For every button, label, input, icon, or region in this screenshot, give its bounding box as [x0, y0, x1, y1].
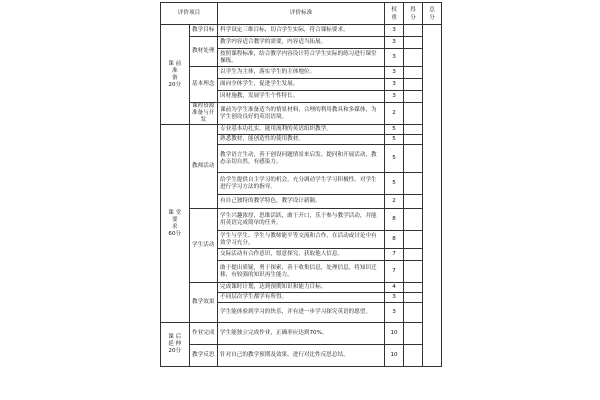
table-header-row	[161, 3, 442, 25]
stage-3-char-3: 延	[168, 341, 174, 347]
weight-cell: 8	[385, 209, 404, 231]
weight-cell: 3	[385, 91, 404, 103]
stage-1-score: 20分	[168, 81, 182, 88]
evaluation-table	[160, 2, 442, 367]
header-score: 得分	[404, 3, 423, 25]
weight-cell: 2	[385, 195, 404, 209]
score-cell	[404, 37, 423, 49]
stage-1-char-3: 准	[171, 67, 178, 74]
score-cell	[404, 195, 423, 209]
criterion-cell: 科学设定三维目标，切合学生实际，符合课标要求。	[218, 25, 385, 37]
stage-3-char-4: 伸	[175, 341, 182, 347]
criterion-cell: 学生兴趣浓厚，思维活跃，敢于开口，乐于参与教学活动，并能用英语完成简单的任务。	[218, 209, 385, 231]
score-cell	[404, 323, 423, 345]
table-row	[161, 323, 442, 345]
weight-cell: 7	[385, 249, 404, 261]
table-row	[161, 345, 442, 367]
weight-cell: 5	[385, 145, 404, 173]
score-cell	[404, 91, 423, 103]
stage-2-char-3: 要	[171, 216, 178, 223]
criterion-cell: 按照课程标准，结合教学内容设计符合学生实际的练习进行课堂操练。	[218, 49, 385, 67]
header-standard: 评价标准	[218, 3, 385, 25]
stage-1-char-1: 课	[168, 60, 174, 67]
weight-cell: 4	[385, 283, 404, 293]
table-row	[161, 67, 442, 79]
table-row	[161, 37, 442, 49]
weight-cell: 3	[385, 79, 404, 91]
criterion-cell: 专业基本功扎实，能用流利的英语组织教学。	[218, 125, 385, 135]
stage-2-char-2: 堂	[175, 209, 182, 216]
aspect-cell: 学生活动	[189, 209, 218, 283]
stage-2-char-1: 课	[168, 209, 174, 216]
aspect-cell: 教师活动	[189, 125, 218, 209]
weight-cell: 5	[385, 135, 404, 145]
score-cell	[404, 49, 423, 67]
table-row	[161, 125, 442, 135]
table-row	[161, 103, 442, 125]
score-cell	[404, 231, 423, 249]
criterion-cell: 熟悉教材，能创造性的使用教材。	[218, 135, 385, 145]
criterion-cell: 课前为学生准备适当的情景材料、合理的利用教具和多媒体，为学生创设良好的英语语境。	[218, 103, 385, 125]
table-row	[161, 283, 442, 293]
table-row	[161, 209, 442, 231]
weight-cell: 3	[385, 67, 404, 79]
stage-2-score: 60分	[168, 230, 182, 237]
total-cell	[423, 25, 442, 367]
criterion-cell: 教学内容适合教学的需要，内容适当拓展。	[218, 37, 385, 49]
criterion-cell: 不同层次学生都学有所得。	[218, 293, 385, 303]
criterion-cell: 敢于提出质疑，勇于探索，善于收集信息，处理信息，将知识迁移，有较强的知识再生能力。	[218, 261, 385, 283]
weight-cell: 3	[385, 303, 404, 323]
score-cell	[404, 25, 423, 37]
criterion-cell: 交际活动有合作意识，愿意探究、获取他人信息。	[218, 249, 385, 261]
weight-cell: 5	[385, 173, 404, 195]
criterion-cell: 完成课时计划，达到预期知识和能力目标。	[218, 283, 385, 293]
aspect-cell: 作业完成	[189, 323, 218, 345]
aspect-cell: 教学效果	[189, 283, 218, 323]
aspect-cell: 教学反思	[189, 345, 218, 367]
stage-3-char-1: 课	[168, 334, 174, 340]
score-cell	[404, 261, 423, 283]
criterion-cell: 给学生提供自主学习的机会，充分调动学生学习积极性，对学生进行学习方法的指导。	[218, 173, 385, 195]
score-cell	[404, 125, 423, 135]
weight-cell: 3	[385, 37, 404, 49]
score-cell	[404, 209, 423, 231]
aspect-cell: 教材处理	[189, 37, 218, 67]
criterion-cell: 教学语言生动，善于创设问题情景来启发、提问和开展活动，教态亲切自然，有感染力。	[218, 145, 385, 173]
criterion-cell: 以学生为主体，落实学生的主体地位。	[218, 67, 385, 79]
score-cell	[404, 67, 423, 79]
score-cell	[404, 249, 423, 261]
criterion-cell: 针对自己的教学预期及效果，进行对比性反思总结。	[218, 345, 385, 367]
weight-cell: 10	[385, 345, 404, 367]
criterion-cell: 面向全体学生，促进学生发展。	[218, 79, 385, 91]
stage-cell-1	[161, 25, 190, 125]
score-cell	[404, 173, 423, 195]
score-cell	[404, 303, 423, 323]
stage-3-score: 20分	[168, 348, 182, 354]
stage-1-char-4: 备	[171, 74, 178, 81]
stage-2-char-4: 求	[171, 223, 178, 230]
stage-1-char-2: 前	[175, 60, 182, 67]
weight-cell: 8	[385, 231, 404, 249]
weight-cell: 3	[385, 25, 404, 37]
aspect-cell: 基本理念	[189, 67, 218, 103]
stage-cell-3	[161, 323, 190, 367]
weight-cell: 2	[385, 103, 404, 125]
score-cell	[404, 283, 423, 293]
score-cell	[404, 103, 423, 125]
score-cell	[404, 345, 423, 367]
score-cell	[404, 135, 423, 145]
score-cell	[404, 145, 423, 173]
stage-3-char-2: 后	[175, 334, 182, 340]
aspect-cell: 课程资源准备与开发	[189, 103, 218, 125]
criterion-cell: 有自己独特的教学特色，教学设计新颖。	[218, 195, 385, 209]
criterion-cell: 因材施教，发展学生个性特长。	[218, 91, 385, 103]
criterion-cell: 学生能独立完成作业，正确率应达到70%。	[218, 323, 385, 345]
score-cell	[404, 293, 423, 303]
weight-cell: 3	[385, 49, 404, 67]
weight-cell: 3	[385, 293, 404, 303]
criterion-cell: 学生能体验到学习的快乐，并有进一步学习探究英语的愿望。	[218, 303, 385, 323]
weight-cell: 10	[385, 323, 404, 345]
header-item: 评价项目	[161, 3, 218, 25]
aspect-cell: 教学目标	[189, 25, 218, 37]
weight-cell: 7	[385, 261, 404, 283]
header-total: 总分	[423, 3, 442, 25]
header-weight: 权重	[385, 3, 404, 25]
table-row	[161, 25, 442, 37]
score-cell	[404, 79, 423, 91]
stage-cell-2	[161, 125, 190, 323]
weight-cell: 5	[385, 125, 404, 135]
criterion-cell: 学生与学生、学生与教师能平等交流和合作，在活动或讨论中有效学习充分。	[218, 231, 385, 249]
